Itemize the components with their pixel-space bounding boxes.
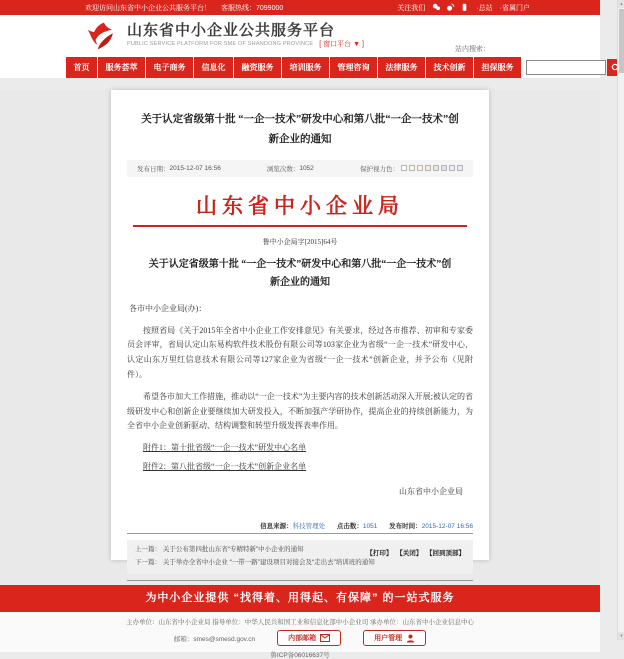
slogan-banner: 为中小企业提供 “找得着、用得起、有保障” 的一站式服务 bbox=[0, 585, 600, 612]
provincial-portal-link[interactable]: ·省属门户 bbox=[499, 4, 530, 12]
icp-number: 鲁ICP备06016637号 bbox=[270, 652, 330, 659]
nav-item-home[interactable]: 首页 bbox=[66, 57, 97, 78]
nav-item-training[interactable]: 培训服务 bbox=[282, 57, 329, 78]
nav-item-informatization[interactable]: 信息化 bbox=[194, 57, 233, 78]
clicks-value: 1051 bbox=[362, 523, 378, 531]
divider-line bbox=[127, 533, 473, 534]
site-subtitle: PUBLIC SERVICE PLATFORM FOR SME OF SHANDONG PROVINCE bbox=[127, 41, 314, 48]
internal-mail-button[interactable] bbox=[277, 630, 341, 646]
internal-mail-label: 内部邮箱 bbox=[288, 635, 317, 642]
paragraph-1: 按照省局《关于2015年全省中小企业工作安排意见》有关要求，经过各市推荐、初审和专家委员会评审，省局认定山东易构软件技术股份有限公司等103家企业为省级“一企一技术”研发中心，认定山东万里红信息技术有限公司等127家企业为省级“一企一技术”创新企业，并予公布（见附件）。 bbox=[127, 325, 473, 380]
main-site-link[interactable]: ·总站 bbox=[476, 4, 493, 12]
window-platform-dropdown[interactable]: [ 窗口平台 ▼ ] bbox=[319, 41, 364, 49]
hotline-text: 客服热线：7099000 bbox=[221, 4, 284, 12]
document-number: 鲁中小企局字[2015]64号 bbox=[262, 237, 338, 246]
nav-item-financing[interactable]: 融资服务 bbox=[234, 57, 281, 78]
back-to-top-button[interactable]: 【回到顶部】 bbox=[426, 550, 465, 558]
mobile-icon[interactable] bbox=[460, 3, 469, 12]
nav-item-guarantee[interactable]: 担保服务 bbox=[474, 57, 521, 78]
vision-color-swatch[interactable] bbox=[457, 165, 463, 171]
print-button[interactable]: 【打印】 bbox=[366, 550, 393, 558]
next-article-link[interactable]: 关于举办全省中小企业 “一带一路”建设项目对接会及“走出去”培训班的通知 bbox=[162, 558, 375, 566]
source-label: 信息来源： bbox=[260, 523, 293, 531]
vertical-scrollbar[interactable] bbox=[617, 0, 624, 640]
article-meta-bar bbox=[127, 160, 473, 177]
document-title: 关于认定省级第十批 “一企一技术”研发中心和第八批“一企一技术”创新企业的通知 bbox=[148, 258, 452, 288]
salutation: 各市中小企业局(办)： bbox=[129, 303, 207, 313]
prev-next-box bbox=[127, 540, 473, 574]
time-value: 2015-12-07 16:56 bbox=[421, 523, 473, 531]
article-card bbox=[111, 90, 489, 566]
article-info-line bbox=[127, 521, 473, 530]
nav-item-services[interactable]: 服务荟萃 bbox=[98, 57, 145, 78]
email-label: 邮箱： bbox=[173, 635, 194, 643]
vision-color-swatch[interactable] bbox=[401, 165, 407, 171]
views-value: 1052 bbox=[299, 164, 314, 172]
next-label: 下一篇： bbox=[135, 558, 161, 566]
welcome-text: 欢迎访问山东省中小企业公共服务平台！ bbox=[85, 4, 211, 12]
signature: 山东省中小企业局 bbox=[399, 487, 463, 497]
envelope-icon bbox=[320, 634, 330, 642]
site-title: 山东省中小企业公共服务平台 bbox=[127, 21, 336, 39]
article-title: 关于认定省级第十批 “一企一技术”研发中心和第八批“一企一技术”创新企业的通知 bbox=[141, 114, 459, 145]
source-link[interactable]: 科技管理处 bbox=[292, 523, 326, 531]
attachment-2-link[interactable]: 附件2：第八批省级“一企一技术”创新企业名单 bbox=[143, 462, 307, 472]
topbar bbox=[0, 0, 600, 15]
vision-color-swatch[interactable] bbox=[433, 165, 439, 171]
user-management-button[interactable] bbox=[363, 630, 426, 646]
vision-color-swatch[interactable] bbox=[449, 165, 455, 171]
paragraph-2: 希望各市加大工作措施，推动以“一企一技术”为主要内容的技术创新活动深入开展;被认定的省级研发中心和创新企业要继续加大研发投入，不断加强产学研协作，提高企业的持续创新能力，为全省中小企业创新驱动、结构调整和转型升级发挥表率作用。 bbox=[127, 391, 473, 431]
organizers-line: 主办单位：山东省中小企业局 指导单位：中华人民共和国工业和信息化部中小企业司 承办单位：山东省中小企业信息中心 bbox=[125, 619, 475, 626]
nav-item-legal[interactable]: 法律服务 bbox=[378, 57, 425, 78]
views-label: 浏览次数： bbox=[266, 165, 300, 173]
user-icon bbox=[406, 634, 415, 643]
email-value: smes@smesd.gov.cn bbox=[193, 635, 256, 643]
vision-color-swatch[interactable] bbox=[425, 165, 431, 171]
attachment-1-link[interactable]: 附件1：第十批省级“一企一技术”研发中心名单 bbox=[143, 443, 307, 453]
clicks-label: 点击数： bbox=[336, 523, 363, 531]
phoenix-logo-icon bbox=[85, 21, 121, 51]
vision-color-swatch[interactable] bbox=[441, 165, 447, 171]
site-header bbox=[0, 15, 600, 57]
user-management-label: 用户管理 bbox=[374, 635, 403, 642]
close-button[interactable]: 【关闭】 bbox=[396, 550, 423, 558]
red-divider bbox=[133, 225, 467, 227]
time-label: 发布时间： bbox=[389, 523, 422, 531]
nav-item-consulting[interactable]: 管理咨询 bbox=[330, 57, 377, 78]
site-footer bbox=[0, 612, 600, 659]
email-line bbox=[174, 634, 255, 643]
nav-item-tech-innovation[interactable]: 技术创新 bbox=[426, 57, 473, 78]
vision-color-label: 保护视力色： bbox=[360, 165, 399, 173]
bottom-divider-line bbox=[127, 580, 473, 581]
prev-article-link[interactable]: 关于公布第四批山东省“专精特新”中小企业的通知 bbox=[162, 546, 304, 554]
scroll-up-arrow[interactable]: ▲ bbox=[619, 1, 624, 6]
scroll-down-arrow[interactable]: ▼ bbox=[619, 633, 624, 638]
wechat-icon[interactable] bbox=[432, 3, 441, 12]
main-nav bbox=[0, 57, 600, 78]
vision-color-swatch[interactable] bbox=[417, 165, 423, 171]
site-search-label: 站内搜索： bbox=[455, 46, 490, 53]
weibo-icon[interactable] bbox=[446, 3, 455, 12]
nav-item-ecommerce[interactable]: 电子商务 bbox=[146, 57, 193, 78]
agency-name: 山东省中小企业局 bbox=[196, 193, 404, 218]
prev-label: 上一篇： bbox=[135, 546, 161, 554]
follow-us-label: 关注我们 bbox=[397, 4, 426, 12]
main-area bbox=[0, 90, 600, 585]
vision-color-swatch[interactable] bbox=[409, 165, 415, 171]
publish-date-value: 2015-12-07 16:56 bbox=[169, 164, 221, 172]
site-search-input[interactable] bbox=[526, 60, 606, 75]
publish-date-label: 发布日期： bbox=[137, 165, 170, 173]
scrollbar-thumb[interactable] bbox=[619, 9, 624, 73]
